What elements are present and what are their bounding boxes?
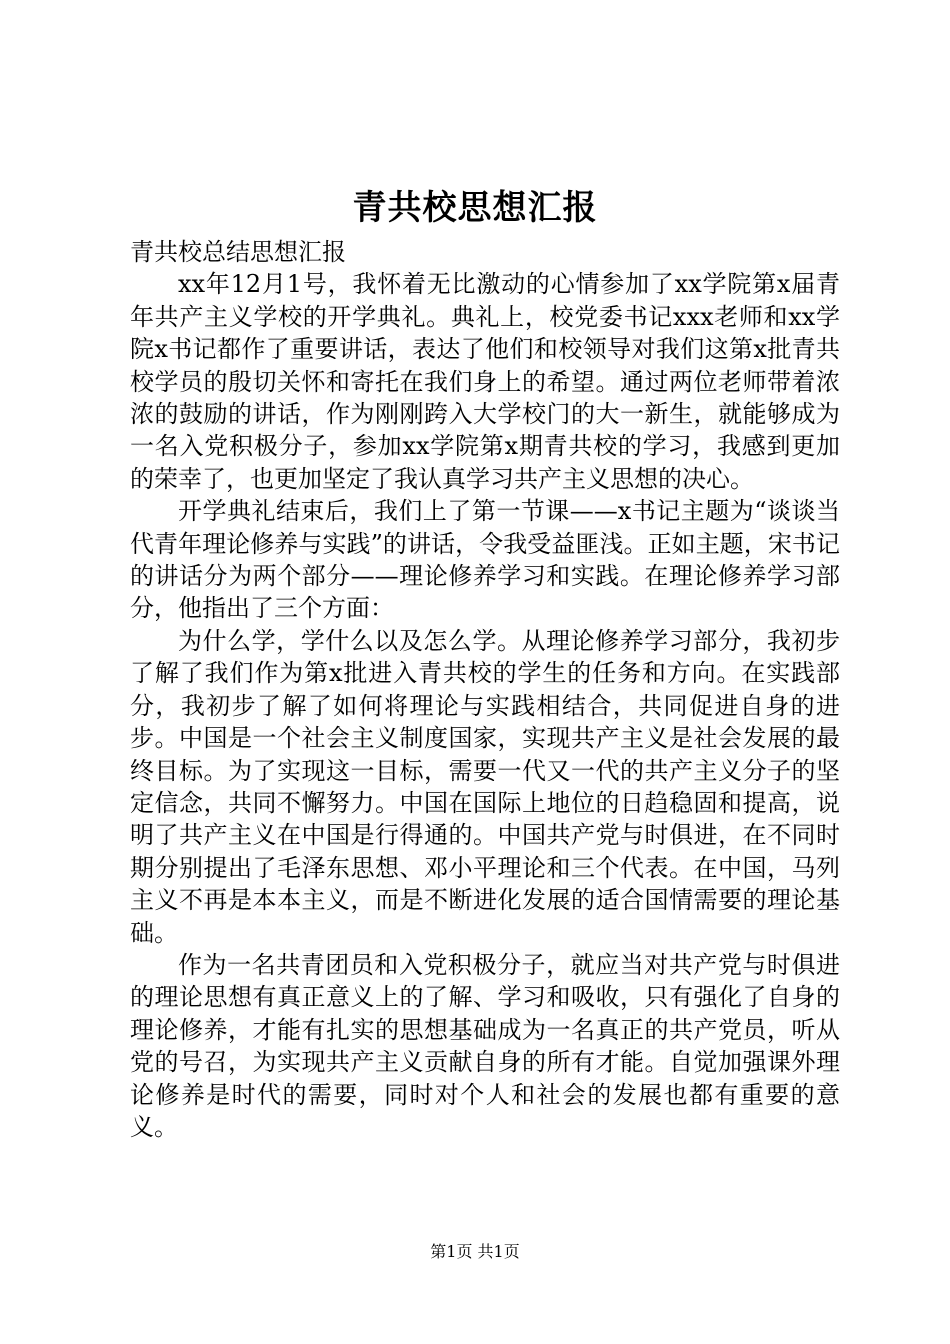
document-body <box>130 236 840 1143</box>
paragraph-3: 为什么学，学什么以及怎么学。从理论修养学习部分，我初步了解了我们作为第x批进入青共校的学生的任务和方向。在实践部分，我初步了解了如何将理论与实践相结合，共同促进自身的进步。中国是一个社会主义制度国家，实现共产主义是社会发展的最终目标。为了实现这一目标，需要一代又一代的共产主义分子的坚定信念，共同不懈努力。中国在国际上地位的日趋稳固和提高，说明了共产主义在中国是行得通的。中国共产党与时俱进，在不同时期分别提出了毛泽东思想、邓小平理论和三个代表。在中国，马列主义不再是本本主义，而是不断进化发展的适合国情需要的理论基础。 <box>130 626 840 947</box>
document-subtitle: 青共校总结思想汇报 <box>130 238 346 266</box>
document-title: 青共校思想汇报 <box>352 188 598 228</box>
paragraph-1: xx年12月1号，我怀着无比激动的心情参加了xx学院第x届青年共产主义学校的开学典礼。典礼上，校党委书记xxx老师和xx学院x书记都作了重要讲话，表达了他们和校领导对我们这第x批青共校学员的殷切关怀和寄托在我们身上的希望。通过两位老师带着浓浓的鼓励的讲话，作为刚刚跨入大学校门的大一新生，就能够成为一名入党积极分子，参加xx学院第x期青共校的学习，我感到更加的荣幸了，也更加坚定了我认真学习共产主义思想的决心。 <box>130 270 840 493</box>
paragraph-2: 开学典礼结束后，我们上了第一节课——x书记主题为“谈谈当代青年理论修养与实践”的讲话，令我受益匪浅。正如主题，宋书记的讲话分为两个部分——理论修养学习和实践。在理论修养学习部分，他指出了三个方面： <box>130 497 840 623</box>
page-number-footer: 第1页 共1页 <box>430 1242 520 1261</box>
paragraph-4: 作为一名共青团员和入党积极分子，就应当对共产党与时俱进的理论思想有真正意义上的了解、学习和吸收，只有强化了自身的理论修养，才能有扎实的思想基础成为一名真正的共产党员，听从党的号召，为实现共产主义贡献自身的所有才能。自觉加强课外理论修养是时代的需要，同时对个人和社会的发展也都有重要的意义。 <box>130 950 840 1141</box>
